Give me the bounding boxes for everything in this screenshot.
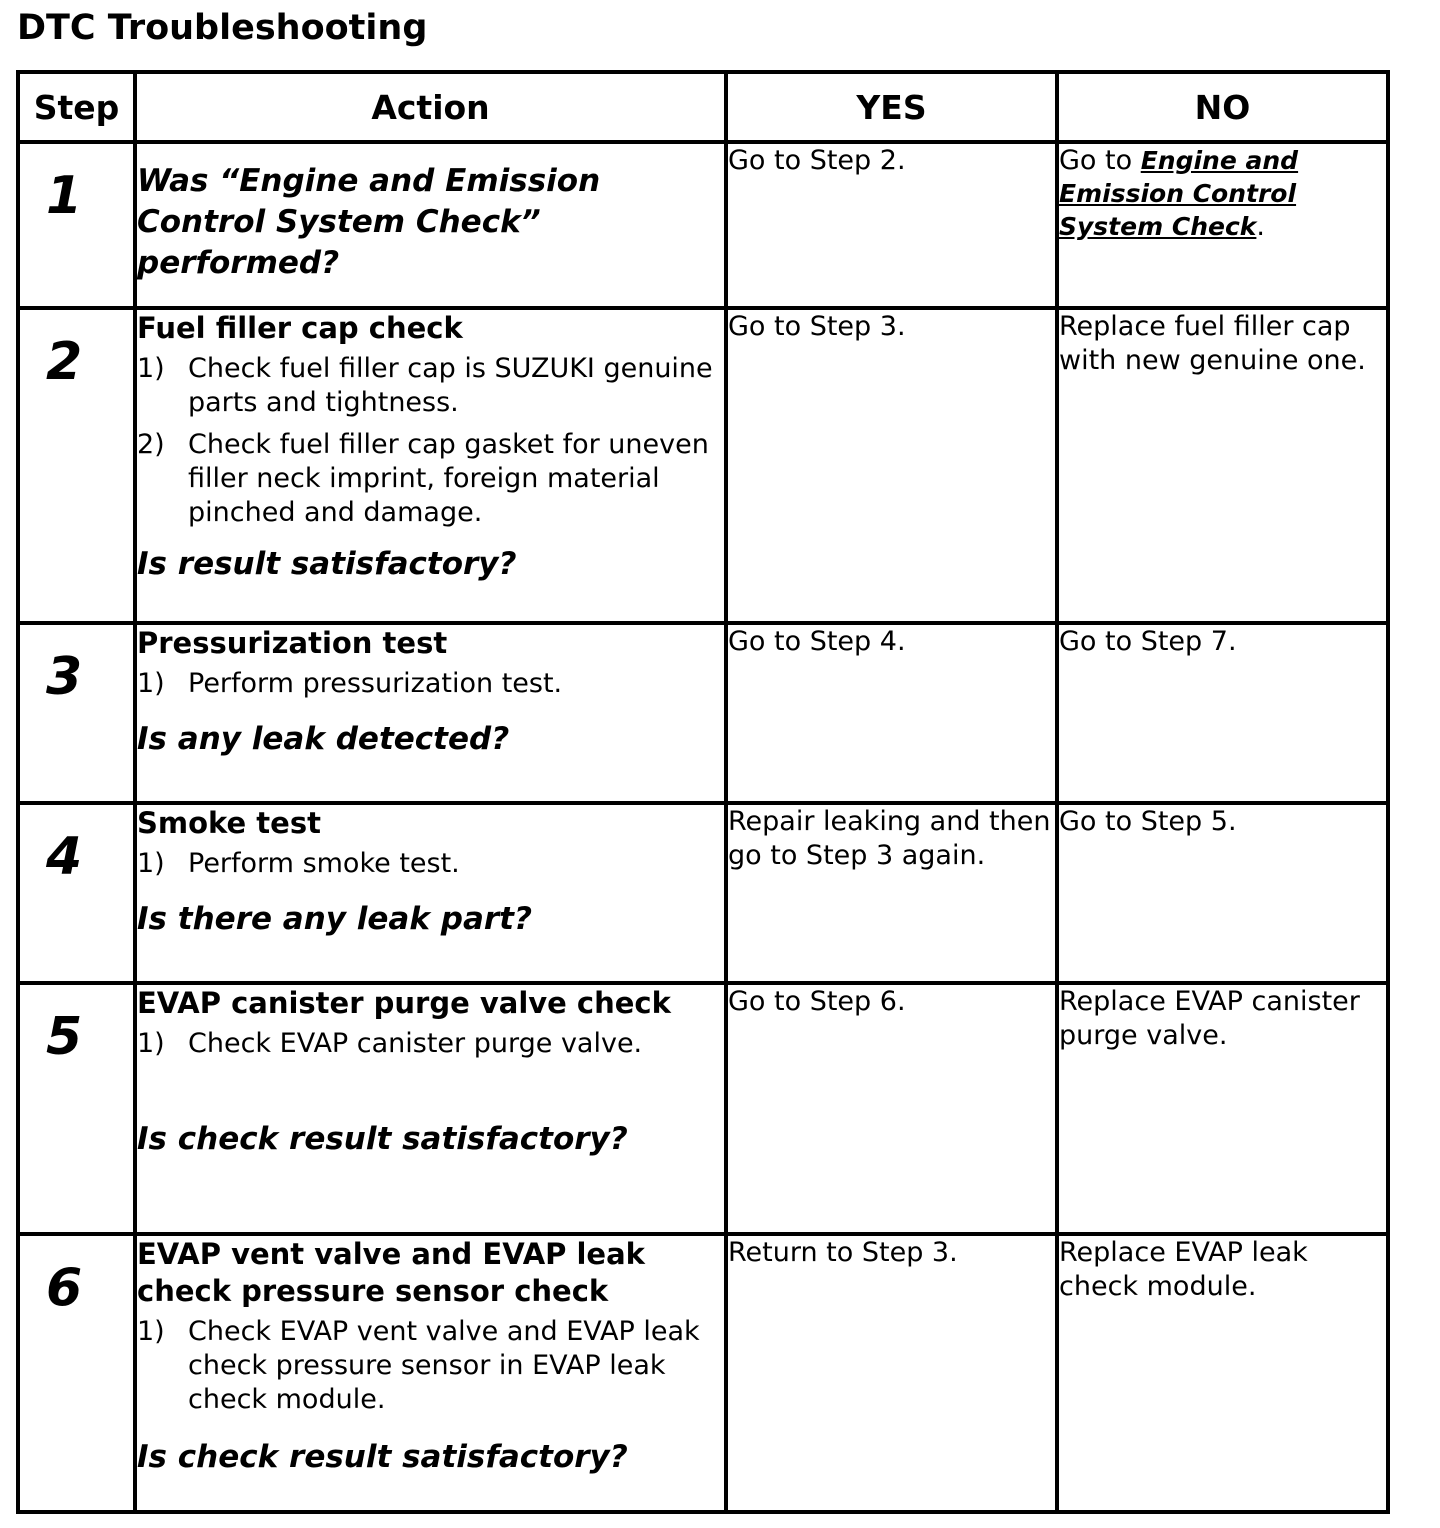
action-cell	[135, 1234, 726, 1512]
list-item-number: 1)	[137, 1028, 165, 1059]
step-cell	[18, 308, 135, 623]
step-number: 2	[46, 332, 83, 392]
list-item	[137, 847, 724, 881]
action-steps-list	[137, 1315, 724, 1417]
action-question: Is there any leak part?	[137, 901, 532, 937]
action-question: Is check result satisfactory?	[137, 1439, 628, 1475]
no-cell: Replace EVAP canister purge valve.	[1057, 983, 1388, 1234]
yes-cell: Go to Step 2.	[726, 142, 1057, 308]
list-item-number: 1)	[137, 848, 165, 879]
table-row-step-2	[18, 308, 1388, 623]
yes-cell: Go to Step 6.	[726, 983, 1057, 1234]
list-item-number: 1)	[137, 353, 165, 384]
step-cell	[18, 803, 135, 983]
step-number: 4	[46, 827, 83, 887]
step-cell	[18, 142, 135, 308]
list-item	[137, 428, 724, 530]
list-item-text: Check fuel filler cap is SUZUKI genuine parts and tightness.	[188, 353, 713, 418]
list-item	[137, 667, 724, 701]
action-cell	[135, 623, 726, 803]
action-steps-list	[137, 847, 724, 881]
action-cell	[135, 308, 726, 623]
header-no: NO	[1057, 72, 1388, 142]
no-cell: Go to Step 7.	[1057, 623, 1388, 803]
table-header-row	[18, 72, 1388, 142]
list-item-number: 2)	[137, 429, 165, 460]
action-title: EVAP canister purge valve check	[137, 986, 671, 1020]
step-cell	[18, 983, 135, 1234]
header-step: Step	[18, 72, 135, 142]
list-item-text: Check EVAP vent valve and EVAP leak check pressure sensor in EVAP leak check module.	[188, 1316, 700, 1415]
table-row-step-6	[18, 1234, 1388, 1512]
table-row-step-5	[18, 983, 1388, 1234]
list-item-number: 1)	[137, 668, 165, 699]
header-yes: YES	[726, 72, 1057, 142]
action-question: Is check result satisfactory?	[137, 1121, 628, 1157]
action-title: EVAP vent valve and EVAP leak check pressure sensor check	[137, 1237, 645, 1308]
yes-cell: Return to Step 3.	[726, 1234, 1057, 1512]
action-cell	[135, 142, 726, 308]
yes-cell: Go to Step 3.	[726, 308, 1057, 623]
no-cell	[1057, 142, 1388, 308]
dtc-troubleshooting-table	[16, 70, 1390, 1514]
action-question: Was “Engine and Emission Control System Check” performed?	[137, 163, 601, 281]
yes-cell: Go to Step 4.	[726, 623, 1057, 803]
step-number: 6	[46, 1258, 83, 1318]
yes-cell: Repair leaking and then go to Step 3 again.	[726, 803, 1057, 983]
table-row-step-1	[18, 142, 1388, 308]
action-title: Pressurization test	[137, 626, 448, 660]
step-cell	[18, 623, 135, 803]
no-cell: Replace fuel filler cap with new genuine one.	[1057, 308, 1388, 623]
step-number: 5	[46, 1007, 83, 1067]
no-cell: Replace EVAP leak check module.	[1057, 1234, 1388, 1512]
action-title: Fuel filler cap check	[137, 311, 463, 345]
action-cell	[135, 803, 726, 983]
list-item-text: Perform pressurization test.	[188, 668, 563, 699]
table-row-step-3	[18, 623, 1388, 803]
list-item	[137, 1315, 724, 1417]
action-question: Is result satisfactory?	[137, 546, 517, 582]
step-cell	[18, 1234, 135, 1512]
action-steps-list	[137, 1027, 724, 1061]
page-title: DTC Troubleshooting	[17, 8, 428, 48]
action-question: Is any leak detected?	[137, 721, 510, 757]
action-cell	[135, 983, 726, 1234]
no-text-prefix: Go to	[1059, 145, 1141, 176]
action-title: Smoke test	[137, 806, 321, 840]
list-item-number: 1)	[137, 1316, 165, 1347]
engine-emission-check-link[interactable]: Engine and Emission Control System Check	[1059, 146, 1299, 241]
list-item-text: Check fuel filler cap gasket for uneven filler neck imprint, foreign material pinched and damage.	[188, 429, 709, 528]
step-number: 3	[46, 647, 83, 707]
no-text-suffix: .	[1256, 211, 1265, 242]
action-steps-list	[137, 667, 724, 701]
list-item-text: Check EVAP canister purge valve.	[188, 1028, 643, 1059]
header-action: Action	[135, 72, 726, 142]
table-row-step-4	[18, 803, 1388, 983]
list-item	[137, 352, 724, 420]
list-item	[137, 1027, 724, 1061]
step-number: 1	[46, 166, 83, 226]
list-item-text: Perform smoke test.	[188, 848, 460, 879]
no-cell: Go to Step 5.	[1057, 803, 1388, 983]
action-steps-list	[137, 352, 724, 530]
